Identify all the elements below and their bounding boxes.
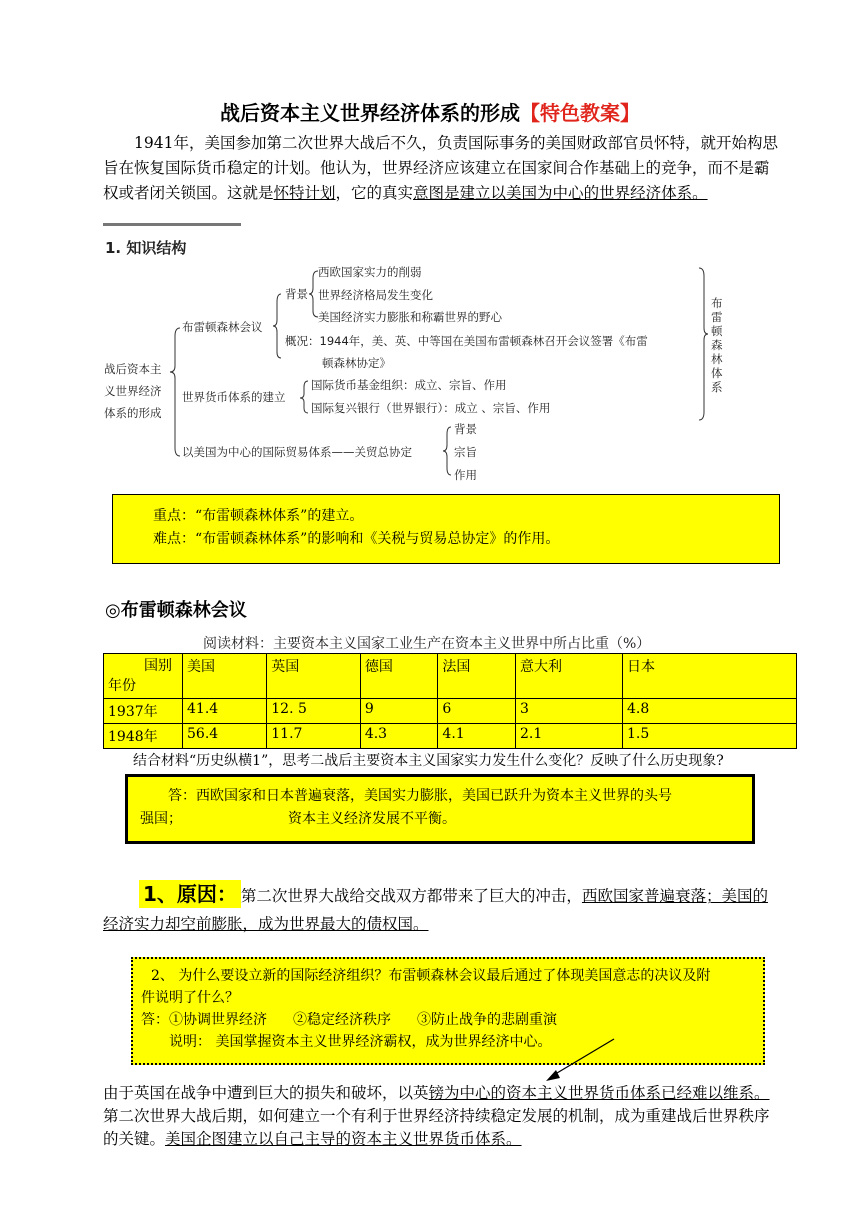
- knowledge-root: [104, 358, 162, 424]
- knowledge-lines: [0, 0, 860, 500]
- table-year-cell: 1937年: [104, 699, 183, 724]
- cause-label: 1、原因：: [139, 880, 241, 908]
- table-header-cell: 英国: [267, 654, 361, 699]
- table-cell: 4.1: [438, 724, 516, 749]
- answer-text: 资本主义经济发展不平衡。: [288, 811, 456, 827]
- knowledge-heading: 1. 知识结构: [105, 239, 187, 257]
- table-row: [104, 724, 797, 749]
- overview-line: 顿森林协定》: [322, 356, 391, 370]
- table-cell: 2.1: [516, 724, 623, 749]
- corner-top: 国别: [144, 658, 172, 674]
- root-line: 体系的形成: [104, 406, 162, 420]
- table-cell: 4.8: [623, 699, 797, 724]
- difficult-point: 难点：“布雷顿森林体系”的影响和《关税与贸易总协定》的作用。: [153, 531, 560, 547]
- final-text-underlined: 美国企图建立以自己主导的资本主义世界货币体系。: [165, 1130, 522, 1148]
- trade-item: 背景: [454, 422, 477, 436]
- branch-currency-system: 世界货币体系的建立: [182, 390, 286, 404]
- table-year-cell: 1948年: [104, 724, 183, 749]
- q2-line: 件说明了什么？: [141, 990, 239, 1006]
- q2-point: ②稳定经济秩序: [293, 1012, 391, 1028]
- final-text: 由于英国在战争中遭到巨大的损失和破坏，以英: [103, 1084, 429, 1102]
- cause-text: 第二次世界大战给交战双方都带来了巨大的冲击，: [240, 887, 582, 905]
- q2-answer: [141, 1009, 755, 1031]
- answer-box: [125, 774, 755, 844]
- final-text: 第二次世界大战后期，如何建立一个有利于世界经济持续稳定发展的机制，成为重建战后世界秩序的关键。: [103, 1107, 770, 1148]
- table-cell: 56.4: [183, 724, 267, 749]
- cause-paragraph: [103, 880, 783, 938]
- table-cell: 6: [438, 699, 516, 724]
- table-header-row: [104, 654, 797, 699]
- reading-caption: 阅读材料：主要资本主义国家工业生产在资本主义世界中所占比重（%）: [203, 636, 651, 652]
- title-text: 战后资本主义世界经济体系的形成: [220, 101, 520, 125]
- focus-box: [112, 494, 780, 564]
- title-tag: 【特色教案】: [520, 101, 640, 125]
- table-cell: 3: [516, 699, 623, 724]
- q2-line: 2、 为什么要设立新的国际经济组织？布雷顿森林会议最后通过了体现美国意志的决议及附: [151, 968, 711, 984]
- bg-item: 西欧国家实力的削弱: [318, 265, 422, 279]
- table-cell: 12. 5: [267, 699, 361, 724]
- bg-item: 世界经济格局发生变化: [318, 288, 433, 302]
- q2-box: [131, 957, 765, 1065]
- key-point: 重点：“布雷顿森林体系”的建立。: [153, 508, 364, 524]
- final-text-underlined: 镑为中心的资本主义世界货币体系已经难以维系。: [428, 1084, 770, 1102]
- cause-text-underlined: 美国的经济实力却空前膨胀，成为世界最大的债权国。: [103, 887, 768, 933]
- table-corner-cell: [104, 654, 183, 699]
- table-header-cell: 德国: [360, 654, 438, 699]
- intro-text-2: ，它的真实: [335, 184, 414, 202]
- cause-text-underlined: 西欧国家普遍衰落；: [581, 887, 722, 905]
- intro-text: 1941年，美国参加第二次世界大战后不久，负责国际事务的美国财政部官员怀特，就开始构思旨在恢复国际货币稳定的计划。他认为，世界经济应该建立在国家间合作基础上的竞争，而不是霸权或者闭关锁国。这就是: [103, 134, 778, 202]
- reading-table: [103, 653, 797, 749]
- q2-point: ③防止战争的悲剧重演: [417, 1012, 557, 1028]
- arrow-icon: [540, 1036, 620, 1086]
- q2-point: ①协调世界经济: [169, 1012, 267, 1028]
- section-heading: ◎布雷顿森林会议: [105, 600, 247, 621]
- root-line: 义世界经济: [104, 384, 162, 398]
- side-label-bretton-woods-system: 布雷顿森林体系: [711, 296, 723, 394]
- branch-trade-system: 以美国为中心的国际贸易体系——关贸总协定: [182, 445, 412, 459]
- table-cell: 11.7: [267, 724, 361, 749]
- table-cell: 9: [360, 699, 438, 724]
- money-item: 国际复兴银行（世界银行）：成立 、宗旨、作用: [311, 401, 551, 415]
- overview-line: 概况：1944年，美、英、中等国在美国布雷顿森林召开会议签署《布雷: [285, 334, 648, 348]
- trade-item: 宗旨: [454, 445, 477, 459]
- root-line: 战后资本主: [104, 362, 162, 376]
- q2-answer-prefix: 答：: [141, 1012, 169, 1028]
- money-item: 国际货币基金组织：成立、宗旨、作用: [311, 378, 507, 392]
- q2-explain: 说明： 美国掌握资本主义世界经济霸权，成为世界经济中心。: [169, 1034, 552, 1050]
- table-cell: 4.3: [360, 724, 438, 749]
- answer-text: 强国；: [140, 811, 182, 827]
- table-cell: 41.4: [183, 699, 267, 724]
- answer-line-2: [140, 808, 740, 831]
- intro-purpose: 意图是建立以美国为中心: [413, 184, 584, 202]
- question-text: 结合材料“历史纵横1”，思考二战后主要资本主义国家实力发生什么变化？反映了什么历史现象?: [133, 753, 724, 769]
- final-paragraph: [103, 1082, 779, 1151]
- table-header-cell: 法国: [438, 654, 516, 699]
- bg-label: 背景: [285, 287, 308, 301]
- white-plan: 怀特计划: [273, 184, 336, 202]
- table-header-cell: 美国: [183, 654, 267, 699]
- corner-bottom: 年份: [108, 678, 136, 694]
- table-row: [104, 699, 797, 724]
- table-cell: 1.5: [623, 724, 797, 749]
- bg-item: 美国经济实力膨胀和称霸世界的野心: [318, 310, 502, 324]
- table-header-cell: 意大利: [516, 654, 623, 699]
- trade-item: 作用: [454, 468, 477, 482]
- branch-bretton-woods: 布雷顿森林会议: [182, 320, 263, 334]
- table-header-cell: 日本: [623, 654, 797, 699]
- answer-line: 答：西欧国家和日本普遍衰落，美国实力膨胀，美国已跃升为资本主义世界的头号: [168, 788, 672, 804]
- intro-purpose-end: 的世界经济体系。: [583, 184, 708, 202]
